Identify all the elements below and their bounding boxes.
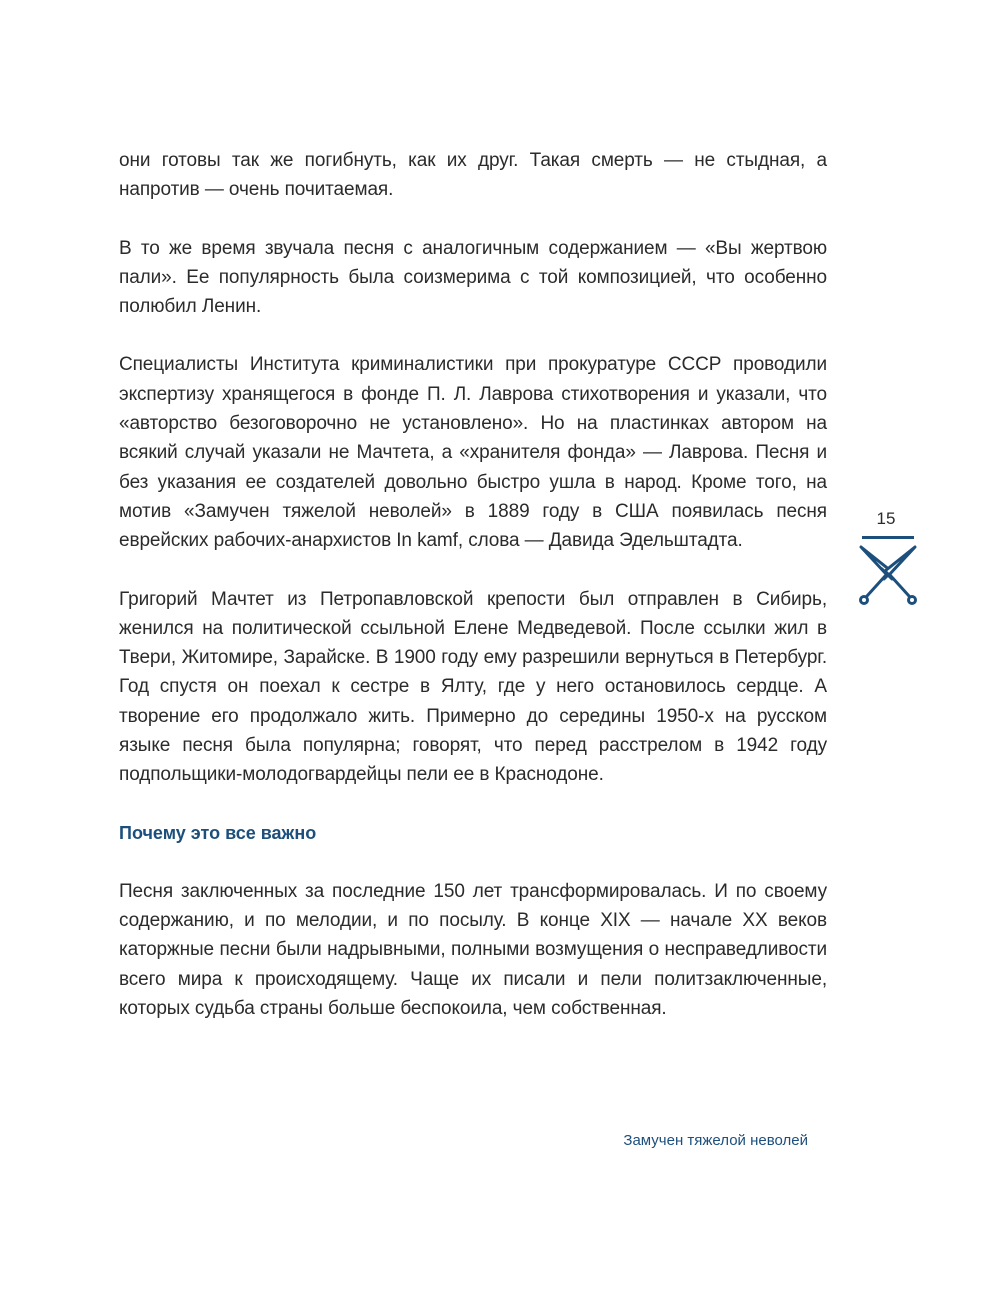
page-marker bbox=[856, 508, 920, 609]
page-number: 15 bbox=[876, 509, 896, 528]
body-paragraph-1: они готовы так же погибнуть, как их друг. Такая смерть — не стыдная, а напротив — очень почитаемая. bbox=[119, 150, 827, 201]
crossed-knives-icon bbox=[857, 543, 919, 609]
body-paragraph-3: Специалисты Института криминалистики при прокуратуре СССР проводили экспертизу хранящегося в фонде П. Л. Лаврова стихотворения и указали, что «авторство безоговорочно не установлено». Но на пластинках автором на всякий случай указали не Мачтета, а «хранителя фонда» — Лаврова. Песня и без указания ее создателей довольно быстро ушла в народ. Кроме того, на мотив «Замучен тяжелой неволей» в 1889 году в США появилась песня еврейских рабочих-анархистов In kamf, слова — Давида Эдельштадта. bbox=[119, 354, 827, 552]
body-paragraph-2: В то же время звучала песня с аналогичным содержанием — «Вы жертвою пали». Ее популярность была соизмерима с той композицией, что особенно полюбил Ленин. bbox=[119, 237, 827, 318]
running-footer-title: Замучен тяжелой неволей bbox=[623, 1132, 808, 1149]
body-paragraph-5: Песня заключенных за последние 150 лет трансформировалась. И по своему содержанию, и по мелодии, и по посылу. В конце XIX — начале XX веков каторжные песни были надрывными, полными возмущения о несправедливости всего мира к происходящему. Чаще их писали и пели политзаключенные, которых судьба страны больше беспокоила, чем собственная. bbox=[119, 880, 827, 1019]
page-marker-bar bbox=[862, 536, 914, 539]
section-heading: Почему это все важно bbox=[119, 822, 317, 843]
body-paragraph-4: Григорий Мачтет из Петропавловской крепости был отправлен в Сибирь, женился на политической ссыльной Елене Медведевой. После ссылки жил в Твери, Житомире, Зарайске. В 1900 году ему разрешили вернуться в Петербург. Год спустя он поехал к сестре в Ялту, где у него остановилось сердце. А творение его продолжало жить. Примерно до середины 1950-х на русском языке песня была популярна; говорят, что перед расстрелом в 1942 году подпольщики-молодогвардейцы пели ее в Краснодоне. bbox=[119, 588, 827, 786]
main-text-column bbox=[119, 146, 827, 1023]
